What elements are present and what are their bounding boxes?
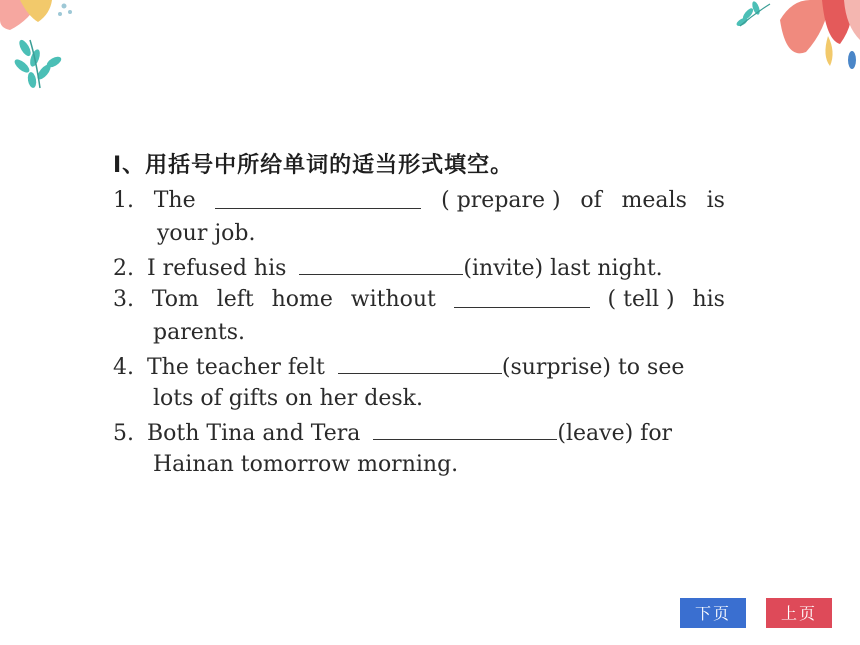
- floral-decoration-left: [0, 0, 120, 100]
- question-3-line-1: [113, 283, 725, 316]
- answer-blank[interactable]: [299, 250, 463, 275]
- question-4-line-1: [113, 349, 725, 382]
- answer-blank[interactable]: [215, 184, 421, 209]
- word-hint: ( tell ): [607, 287, 675, 312]
- question-5-line-1: [113, 415, 725, 448]
- question-4-line-2: lots of gifts on her desk.: [153, 386, 423, 411]
- next-page-button[interactable]: 下页: [680, 598, 746, 628]
- question-text: home: [271, 287, 333, 312]
- question-2-line-1: [113, 250, 725, 283]
- question-number: 2.: [113, 256, 134, 281]
- word-hint-with-text: (invite) last night.: [463, 256, 663, 281]
- question-text: The teacher felt: [147, 355, 325, 380]
- floral-decoration-right: [730, 0, 860, 80]
- question-1-line-1: [113, 184, 725, 217]
- word-hint-with-text: (surprise) to see: [501, 355, 685, 380]
- question-5-line-2: Hainan tomorrow morning.: [153, 452, 459, 477]
- question-number: 1.: [113, 188, 134, 213]
- question-text: Both Tina and Tera: [147, 421, 361, 446]
- question-text: his: [692, 287, 725, 312]
- answer-blank[interactable]: [454, 283, 590, 308]
- question-1-line-2: your job.: [157, 221, 256, 246]
- question-number: 4.: [113, 355, 134, 380]
- question-number: 3.: [113, 287, 134, 312]
- question-text: Tom: [151, 287, 199, 312]
- question-text: is: [706, 188, 725, 213]
- answer-blank[interactable]: [373, 415, 557, 440]
- answer-blank[interactable]: [338, 349, 502, 374]
- question-3-line-2: parents.: [153, 320, 246, 345]
- question-text: I refused his: [147, 256, 287, 281]
- word-hint-with-text: (leave) for: [557, 421, 673, 446]
- word-hint: ( prepare ): [441, 188, 561, 213]
- question-number: 5.: [113, 421, 134, 446]
- question-text: meals: [621, 188, 687, 213]
- previous-page-button[interactable]: 上页: [766, 598, 832, 628]
- question-text: left: [216, 287, 254, 312]
- question-text: The: [153, 188, 196, 213]
- question-text: without: [350, 287, 436, 312]
- exercise-heading: Ⅰ、用括号中所给单词的适当形式填空。: [113, 153, 514, 178]
- question-text: of: [580, 188, 602, 213]
- exercise-content: [113, 148, 725, 481]
